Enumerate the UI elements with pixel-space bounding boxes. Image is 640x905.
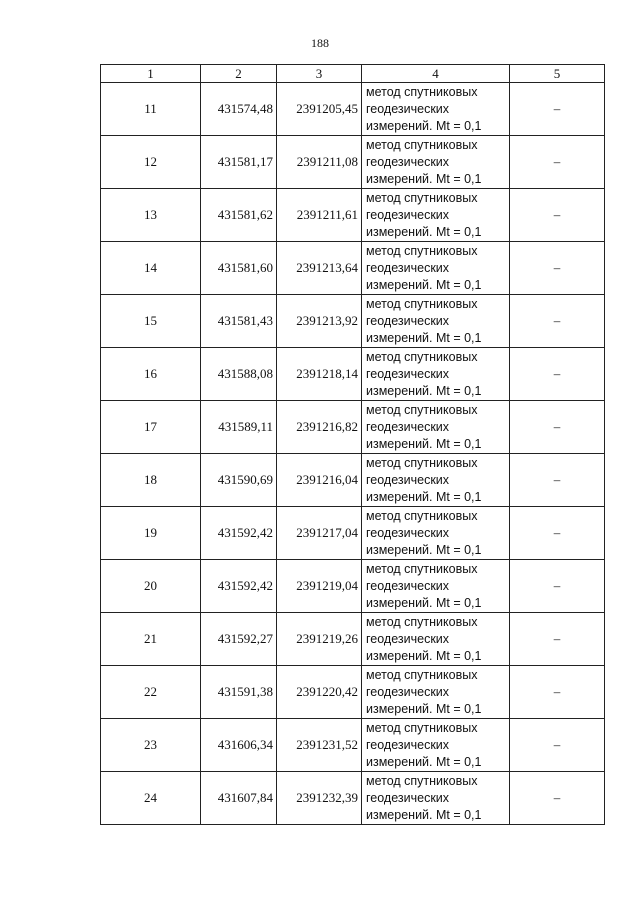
table-row [101,666,605,719]
note-cell: – [510,348,605,401]
x-coordinate-cell: 431591,38 [201,666,277,719]
table-row [101,560,605,613]
x-coordinate-cell: 431589,11 [201,401,277,454]
method-line: измерений. Mt = 0,1 [366,754,482,769]
method-line: метод спутниковых [366,84,478,99]
y-coordinate-cell: 2391218,14 [277,348,362,401]
table-row [101,613,605,666]
method-cell [362,189,510,242]
x-coordinate-cell: 431606,34 [201,719,277,772]
y-coordinate-cell: 2391232,39 [277,772,362,825]
page-number: 188 [311,36,329,50]
y-coordinate-cell: 2391219,04 [277,560,362,613]
table-body [101,83,605,825]
method-line: измерений. Mt = 0,1 [366,701,482,716]
table-header-row [101,65,605,83]
note-cell: – [510,295,605,348]
point-number-cell: 22 [101,666,201,719]
method-line: измерений. Mt = 0,1 [366,383,482,398]
y-coordinate-cell: 2391216,04 [277,454,362,507]
x-coordinate-cell: 431581,17 [201,136,277,189]
y-coordinate-cell: 2391211,61 [277,189,362,242]
method-line: метод спутниковых [366,508,478,523]
point-number-cell: 23 [101,719,201,772]
point-number-cell: 11 [101,83,201,136]
y-coordinate-cell: 2391211,08 [277,136,362,189]
note-cell: – [510,772,605,825]
method-line: измерений. Mt = 0,1 [366,489,482,504]
method-line: геодезических [366,472,450,487]
table-row [101,189,605,242]
header-col-5: 5 [510,65,605,83]
point-number-cell: 13 [101,189,201,242]
x-coordinate-cell: 431607,84 [201,772,277,825]
method-line: геодезических [366,790,450,805]
method-line: метод спутниковых [366,614,478,629]
table-row [101,242,605,295]
method-line: метод спутниковых [366,773,478,788]
method-cell [362,666,510,719]
method-line: геодезических [366,101,450,116]
y-coordinate-cell: 2391216,82 [277,401,362,454]
note-cell: – [510,613,605,666]
y-coordinate-cell: 2391219,26 [277,613,362,666]
method-line: метод спутниковых [366,402,478,417]
point-number-cell: 20 [101,560,201,613]
note-cell: – [510,719,605,772]
point-number-cell: 18 [101,454,201,507]
table-row [101,401,605,454]
point-number-cell: 14 [101,242,201,295]
x-coordinate-cell: 431581,60 [201,242,277,295]
method-line: геодезических [366,631,450,646]
note-cell: – [510,189,605,242]
table-row [101,507,605,560]
method-line: геодезических [366,684,450,699]
note-cell: – [510,83,605,136]
x-coordinate-cell: 431574,48 [201,83,277,136]
note-cell: – [510,242,605,295]
method-cell [362,136,510,189]
method-cell [362,719,510,772]
note-cell: – [510,666,605,719]
y-coordinate-cell: 2391231,52 [277,719,362,772]
method-line: геодезических [366,207,450,222]
method-line: геодезических [366,737,450,752]
method-cell [362,242,510,295]
y-coordinate-cell: 2391213,92 [277,295,362,348]
coordinates-table [100,64,605,825]
method-line: измерений. Mt = 0,1 [366,436,482,451]
method-line: геодезических [366,366,450,381]
method-line: геодезических [366,154,450,169]
x-coordinate-cell: 431592,27 [201,613,277,666]
method-line: измерений. Mt = 0,1 [366,648,482,663]
method-line: измерений. Mt = 0,1 [366,542,482,557]
method-line: измерений. Mt = 0,1 [366,224,482,239]
method-cell [362,401,510,454]
method-cell [362,772,510,825]
table-row [101,295,605,348]
method-cell [362,454,510,507]
method-line: метод спутниковых [366,720,478,735]
method-line: измерений. Mt = 0,1 [366,595,482,610]
method-cell [362,560,510,613]
point-number-cell: 21 [101,613,201,666]
point-number-cell: 19 [101,507,201,560]
method-cell [362,295,510,348]
point-number-cell: 15 [101,295,201,348]
method-line: метод спутниковых [366,667,478,682]
method-line: метод спутниковых [366,561,478,576]
y-coordinate-cell: 2391205,45 [277,83,362,136]
method-line: измерений. Mt = 0,1 [366,118,482,133]
x-coordinate-cell: 431581,62 [201,189,277,242]
x-coordinate-cell: 431581,43 [201,295,277,348]
x-coordinate-cell: 431590,69 [201,454,277,507]
header-col-4: 4 [362,65,510,83]
table-row [101,772,605,825]
x-coordinate-cell: 431592,42 [201,507,277,560]
header-col-1: 1 [101,65,201,83]
x-coordinate-cell: 431592,42 [201,560,277,613]
note-cell: – [510,454,605,507]
method-line: измерений. Mt = 0,1 [366,277,482,292]
method-line: геодезических [366,525,450,540]
method-cell [362,507,510,560]
header-col-2: 2 [201,65,277,83]
method-line: метод спутниковых [366,137,478,152]
method-line: метод спутниковых [366,349,478,364]
note-cell: – [510,560,605,613]
method-line: измерений. Mt = 0,1 [366,330,482,345]
method-line: геодезических [366,419,450,434]
y-coordinate-cell: 2391217,04 [277,507,362,560]
method-line: метод спутниковых [366,296,478,311]
point-number-cell: 12 [101,136,201,189]
method-line: геодезических [366,260,450,275]
method-line: измерений. Mt = 0,1 [366,807,482,822]
y-coordinate-cell: 2391220,42 [277,666,362,719]
note-cell: – [510,136,605,189]
method-line: метод спутниковых [366,455,478,470]
note-cell: – [510,401,605,454]
method-cell [362,83,510,136]
point-number-cell: 16 [101,348,201,401]
method-cell [362,613,510,666]
table-row [101,454,605,507]
method-cell [362,348,510,401]
table-row [101,83,605,136]
note-cell: – [510,507,605,560]
table-row [101,719,605,772]
point-number-cell: 17 [101,401,201,454]
method-line: метод спутниковых [366,243,478,258]
header-col-3: 3 [277,65,362,83]
table-row [101,136,605,189]
method-line: геодезических [366,578,450,593]
x-coordinate-cell: 431588,08 [201,348,277,401]
method-line: измерений. Mt = 0,1 [366,171,482,186]
table-row [101,348,605,401]
point-number-cell: 24 [101,772,201,825]
method-line: метод спутниковых [366,190,478,205]
method-line: геодезических [366,313,450,328]
y-coordinate-cell: 2391213,64 [277,242,362,295]
